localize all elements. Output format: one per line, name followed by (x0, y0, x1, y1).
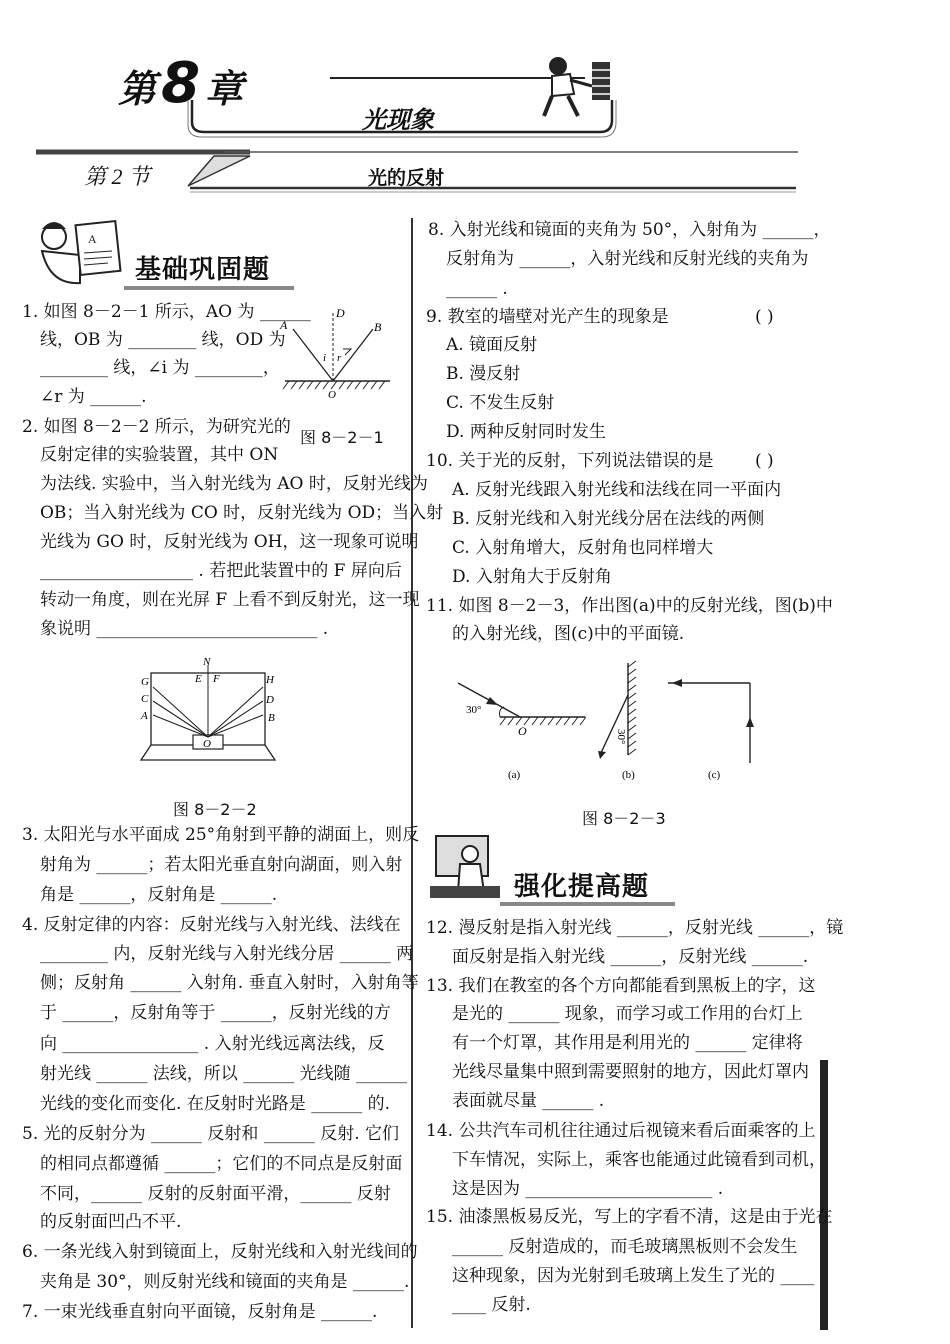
fig2-label-h: H (266, 674, 274, 686)
q5-line2: 的相同点都遵循 ______；它们的不同点是反射面 (40, 1154, 403, 1174)
q15-line2: ______ 反射造成的，而毛玻璃黑板则不会发生 (452, 1237, 798, 1257)
q5-line1: 5. 光的反射分为 ______ 反射和 ______ 反射. 它们 (22, 1124, 400, 1144)
q4-line4: 于 ______，反射角等于 ______，反射光线的方 (40, 1003, 391, 1023)
q14-line3: 这是因为 ______________________ . (452, 1179, 724, 1199)
q10-option-c[interactable]: C. 入射角增大，反射角也同样增大 (452, 538, 714, 558)
q9-stem: 9. 教室的墙壁对光产生的现象是 (426, 307, 669, 327)
q1-line3: ________ 线，∠i 为 ________， (40, 358, 280, 378)
fig3-angle-a: 30° (466, 704, 482, 716)
q9-option-c[interactable]: C. 不发生反射 (446, 393, 555, 413)
fig1-label-d: D (336, 306, 345, 320)
advanced-underline (500, 902, 675, 906)
fig1-label-a: A (280, 318, 288, 332)
q11-line2: 的入射光线，图(c)中的平面镜. (452, 624, 685, 644)
q9-option-d[interactable]: D. 两种反射同时发生 (446, 422, 606, 442)
q14-line1: 14. 公共汽车司机往往通过后视镜来看后面乘客的上 (426, 1121, 816, 1141)
fig2-label-d: D (266, 694, 274, 706)
q2-line8: 象说明 __________________________ . (40, 619, 329, 639)
chapter-number: 8 (161, 51, 201, 116)
q13-line5: 表面就尽量 ______ . (452, 1091, 605, 1111)
student-reading-icon (20, 215, 130, 290)
fig2-label-e: E (195, 673, 202, 685)
fig3-sub-c: (c) (708, 769, 721, 781)
advanced-section-title: 强化提高题 (514, 872, 650, 902)
q5-line4: 的反射面凹凸不平. (40, 1212, 182, 1232)
q10-answer-paren[interactable]: ( ) (755, 451, 774, 471)
q13-line2: 是光的 ______ 现象，而学习或工作用的台灯上 (452, 1004, 803, 1024)
fig2-label-o: O (203, 738, 211, 750)
figure-8-2-3 (450, 655, 770, 790)
fig2-label-f: F (213, 673, 220, 685)
figure-8-2-3-caption: 图 8－2－3 (582, 809, 666, 828)
q14-line2: 下车情况，实际上，乘客也能通过此镜看到司机， (452, 1150, 826, 1170)
q10-stem: 10. 关于光的反射，下列说法错误的是 (426, 451, 714, 471)
q2-line6: __________________ . 若把此装置中的 F 屏向后 (40, 561, 402, 581)
q1-line4: ∠r 为 ______. (40, 387, 147, 407)
q15-line3: 这种现象，因为光射到毛玻璃上发生了光的 ____ (452, 1266, 815, 1286)
q4-line2: ________ 内，反射光线与入射光线分居 ______ 两 (40, 944, 414, 964)
fig2-label-a: A (141, 710, 148, 722)
column-divider (411, 218, 413, 1328)
q2-line4: OB；当入射光线为 CO 时，反射光线为 OD；当入射 (40, 503, 444, 523)
q2-line5: 光线为 GO 时，反射光线为 OH，这一现象可说明 (40, 532, 419, 552)
basic-underline (124, 286, 294, 290)
q15-line1: 15. 油漆黑板易反光，写上的字看不清，这是由于光在 (426, 1207, 833, 1227)
q8-line1: 8. 入射光线和镜面的夹角为 50°，入射角为 ______， (428, 220, 831, 240)
q12-line2: 面反射是指入射光线 ______，反射光线 ______. (452, 947, 809, 967)
q4-line3: 侧；反射角 ______ 入射角. 垂直入射时，入射角等 (40, 973, 419, 993)
fig1-label-b: B (374, 320, 382, 334)
q11-line1: 11. 如图 8－2－3，作出图(a)中的反射光线，图(b)中 (426, 596, 833, 616)
right-edge-mark (820, 1060, 828, 1330)
fig2-label-g: G (141, 676, 149, 688)
mascot-illustration (530, 52, 630, 122)
section-label: 第 2 节 (84, 164, 151, 189)
q13-line3: 有一个灯罩，其作用是利用光的 ______ 定律将 (452, 1033, 803, 1053)
q10-option-d[interactable]: D. 入射角大于反射角 (452, 567, 612, 587)
q4-line6: 射光线 ______ 法线，所以 ______ 光线随 ______ (40, 1064, 408, 1084)
q15-line4: ____ 反射. (452, 1295, 531, 1315)
q13-line4: 光线尽量集中照到需要照射的地方，因此灯罩内 (452, 1062, 809, 1082)
q3-line1: 3. 太阳光与水平面成 25°角射到平静的湖面上，则反 (22, 825, 420, 845)
q3-line2: 射角为 ______；若太阳光垂直射向湖面，则入射 (40, 855, 403, 875)
q2-line7: 转动一角度，则在光屏 F 上看不到反射光，这一现 (40, 590, 420, 610)
q4-line5: 向 ________________ . 入射光线远离法线，反 (40, 1034, 385, 1054)
q10-option-b[interactable]: B. 反射光线和入射光线分居在法线的两侧 (452, 509, 765, 529)
fig3-point-o: O (518, 724, 527, 738)
q2-line1: 2. 如图 8－2－2 所示，为研究光的 (22, 417, 291, 437)
figure-8-2-1-caption: 图 8－2－1 (300, 428, 384, 447)
fig1-label-i: i (323, 352, 327, 364)
q1-line2: 线，OB 为 ________ 线，OD 为 (40, 330, 286, 350)
q9-option-a[interactable]: A. 镜面反射 (446, 335, 538, 355)
q12-line1: 12. 漫反射是指入射光线 ______，反射光线 ______，镜 (426, 918, 844, 938)
fig2-label-b: B (268, 712, 275, 724)
fig1-label-r: r (337, 352, 342, 364)
figure-8-2-2 (135, 655, 285, 770)
svg-text:A: A (88, 232, 97, 246)
q7-line1: 7. 一束光线垂直射向平面镜，反射角是 ______. (22, 1302, 378, 1322)
q10-option-a[interactable]: A. 反射光线跟入射光线和法线在同一平面内 (452, 480, 782, 500)
fig3-angle-b: 30° (615, 729, 627, 745)
section-title: 光的反射 (368, 167, 445, 189)
q13-line1: 13. 我们在教室的各个方向都能看到黑板上的字，这 (426, 976, 816, 996)
chapter-prefix: 第 (118, 67, 157, 111)
fig2-label-c: C (141, 693, 149, 705)
figure-8-2-2-caption: 图 8－2－2 (173, 800, 257, 819)
chapter-suffix: 章 (205, 67, 244, 111)
q4-line1: 4. 反射定律的内容：反射光线与入射光线、法线在 (22, 915, 401, 935)
q1-line1: 1. 如图 8－2－1 所示，AO 为 ______ (22, 302, 311, 322)
q2-line3: 为法线. 实验中，当入射光线为 AO 时，反射光线为 (40, 474, 428, 494)
q3-line3: 角是 ______，反射角是 ______. (40, 885, 278, 905)
basic-section-title: 基础巩固题 (135, 255, 271, 285)
q4-line7: 光线的变化而变化. 在反射时光路是 ______ 的. (40, 1094, 391, 1114)
q8-line2: 反射角为 ______，入射光线和反射光线的夹角为 (446, 249, 809, 269)
q8-line3: ______ . (446, 279, 508, 299)
teacher-board-icon (428, 832, 508, 907)
fig2-label-n: N (203, 656, 211, 668)
q2-line2: 反射定律的实验装置，其中 ON (40, 445, 279, 465)
q5-line3: 不同，______ 反射的反射面平滑，______ 反射 (40, 1184, 391, 1204)
chapter-title: 光现象 (362, 106, 434, 134)
fig3-sub-a: (a) (508, 769, 521, 781)
q9-option-b[interactable]: B. 漫反射 (446, 364, 521, 384)
q6-line1: 6. 一条光线入射到镜面上，反射光线和入射光线间的 (22, 1242, 418, 1262)
fig1-label-o: O (328, 389, 336, 400)
fig3-sub-b: (b) (622, 769, 635, 781)
q6-line2: 夹角是 30°，则反射光线和镜面的夹角是 ______. (40, 1272, 410, 1292)
q9-answer-paren[interactable]: ( ) (755, 307, 774, 327)
figure-8-2-1 (275, 305, 405, 400)
